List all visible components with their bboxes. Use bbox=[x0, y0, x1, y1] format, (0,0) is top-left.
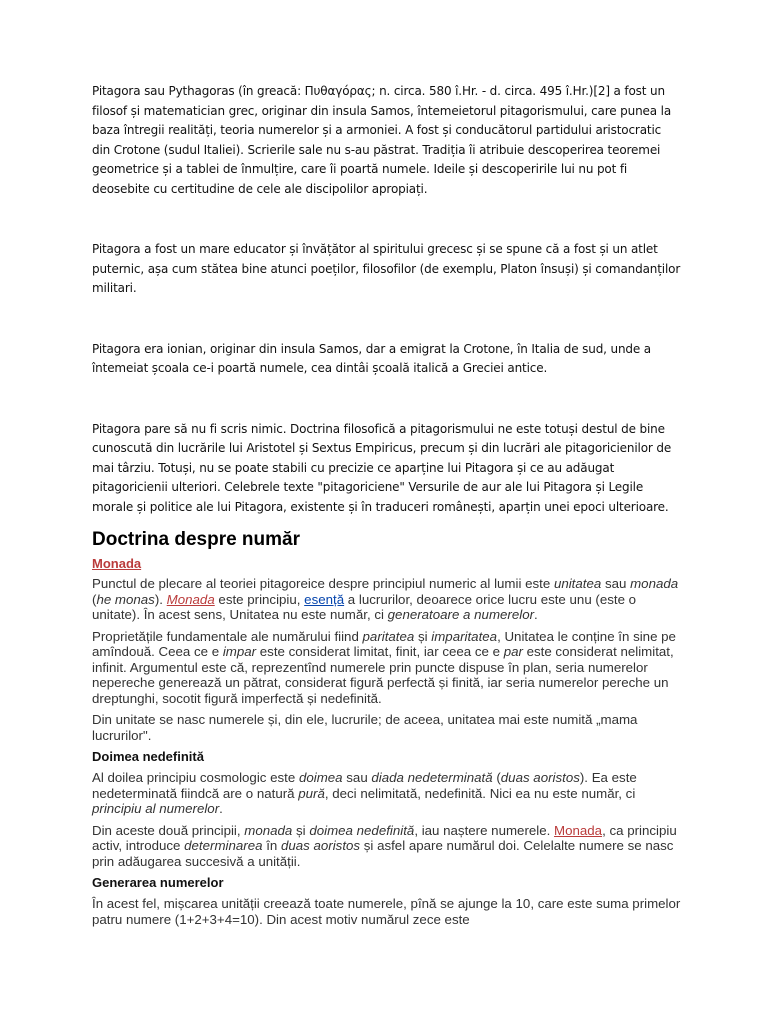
monada-link-2[interactable]: Monada bbox=[554, 822, 603, 838]
generarea-heading: Generarea numerelor bbox=[92, 875, 224, 890]
intro-paragraph-3: Pitagora era ionian, originar din insula Samos, dar a emigrat la Crotone, în Italia de sud, unde a întemeiat școala ce-i poartă numele, cea dintâi școală italică a Greciei antice. bbox=[92, 341, 651, 375]
monada-paragraph-2: Proprietățile fundamentale ale numărului fiind paritatea și imparitatea, Unitatea le conține în sine pe amîndouă. Ceea ce e impar este considerat limitat, finit, iar ceea ce e par este considerat nelimitat, infinit. Argumentul este că, reprezentînd numerele prin puncte dispuse în plan, seria numerelor nepereche generează un pătrat, considerat figură perfectă și finită, iar seria numerelor pereche un dreptunghi, socotit figură imperfectă și nedefinită. bbox=[92, 628, 676, 706]
intro-paragraph-1: Pitagora sau Pythagoras (în greacă: Πυθαγόρας; n. circa. 580 î.Hr. - d. circa. 495 î.Hr.)[2] a fost un filosof și matematician grec, originar din insula Samos, întemeietorul pitagorismului, care punea la baza întregii realități, teoria numerelor și a armoniei. A fost și conducătorul partidului aristocratic din Crotone (sudul Italiei). Scrierile sale nu s-au păstrat. Tradiția îi atribuie descoperirea teoremei geometrice și a tablei de înmulțire, care îi poartă numele. Ideile și descoperirile lui nu pot fi deosebite cu certitudine de cele ale discipolilor apropiați. bbox=[92, 84, 672, 196]
doctrine-section bbox=[92, 529, 682, 927]
intro-paragraph-2: Pitagora a fost un mare educator și învățător al spiritului grecesc și se spune că a fost și un atlet puternic, așa cum stătea bine atunci poeților, filosofilor (de exemplu, Platon însuși) și comandanților militari. bbox=[92, 242, 681, 295]
doimea-paragraph-2: Din aceste două principii, monada și doimea nedefinită, iau naștere numerele. Monada, ca principiu activ, introduce determinarea în duas aoristos și asfel apare numărul doi. Celelalte numere se nasc prin adăugarea succesivă a unității. bbox=[92, 822, 677, 869]
doimea-paragraph-1: Al doilea principiu cosmologic este doimea sau diada nedeterminată (duas aoristos). Ea este nedeterminată fiindcă are o natură pură, deci nelimitată, nedefinită. Nici ea nu este număr, ci principiu al numerelor. bbox=[92, 770, 637, 816]
section-title: Doctrina despre număr bbox=[92, 529, 300, 550]
monada-paragraph-3: Din unitate se nasc numerele și, din ele, lucrurile; de aceea, unitatea mai este numită „mama lucrurilor". bbox=[92, 712, 638, 743]
monada-heading-link[interactable]: Monada bbox=[92, 556, 142, 571]
intro-paragraph-4: Pitagora pare să nu fi scris nimic. Doctrina filosofică a pitagorismului ne este totuși destul de bine cunoscută din lucrările lui Aristotel și Sextus Empiricus, precum și din lucrări ale pitagoricienilor de mai târziu. Totuși, nu se poate stabili cu precizie ce aparține lui Pitagora și ce au adăugat pitagoricienii ulteriori. Celebrele texte "pitagoriciene" Versurile de aur ale lui Pitagora și Legile morale și politice ale lui Pitagora, existente și în traduceri românești, aparțin unei epoci ulterioare. bbox=[92, 421, 672, 514]
esenta-link[interactable]: esență bbox=[304, 591, 345, 607]
intro-section bbox=[92, 82, 682, 517]
document-page bbox=[92, 82, 682, 933]
monada-paragraph-1: Punctul de plecare al teoriei pitagoreice despre principiul numeric al lumii este unitatea sau monada (he monas). Monada este principiu, esență a lucrurilor, deoarece orice lucru este unu (este o unitate). În acest sens, Unitatea nu este număr, ci generatoare a numerelor. bbox=[92, 576, 679, 622]
monada-link[interactable]: Monada bbox=[166, 591, 215, 607]
generarea-paragraph-1: În acest fel, mișcarea unității creează toate numerele, pînă se ajunge la 10, care este suma primelor patru numere (1+2+3+4=10). Din acest motiv numărul zece este bbox=[92, 896, 681, 927]
doimea-heading: Doimea nedefinită bbox=[92, 749, 204, 764]
